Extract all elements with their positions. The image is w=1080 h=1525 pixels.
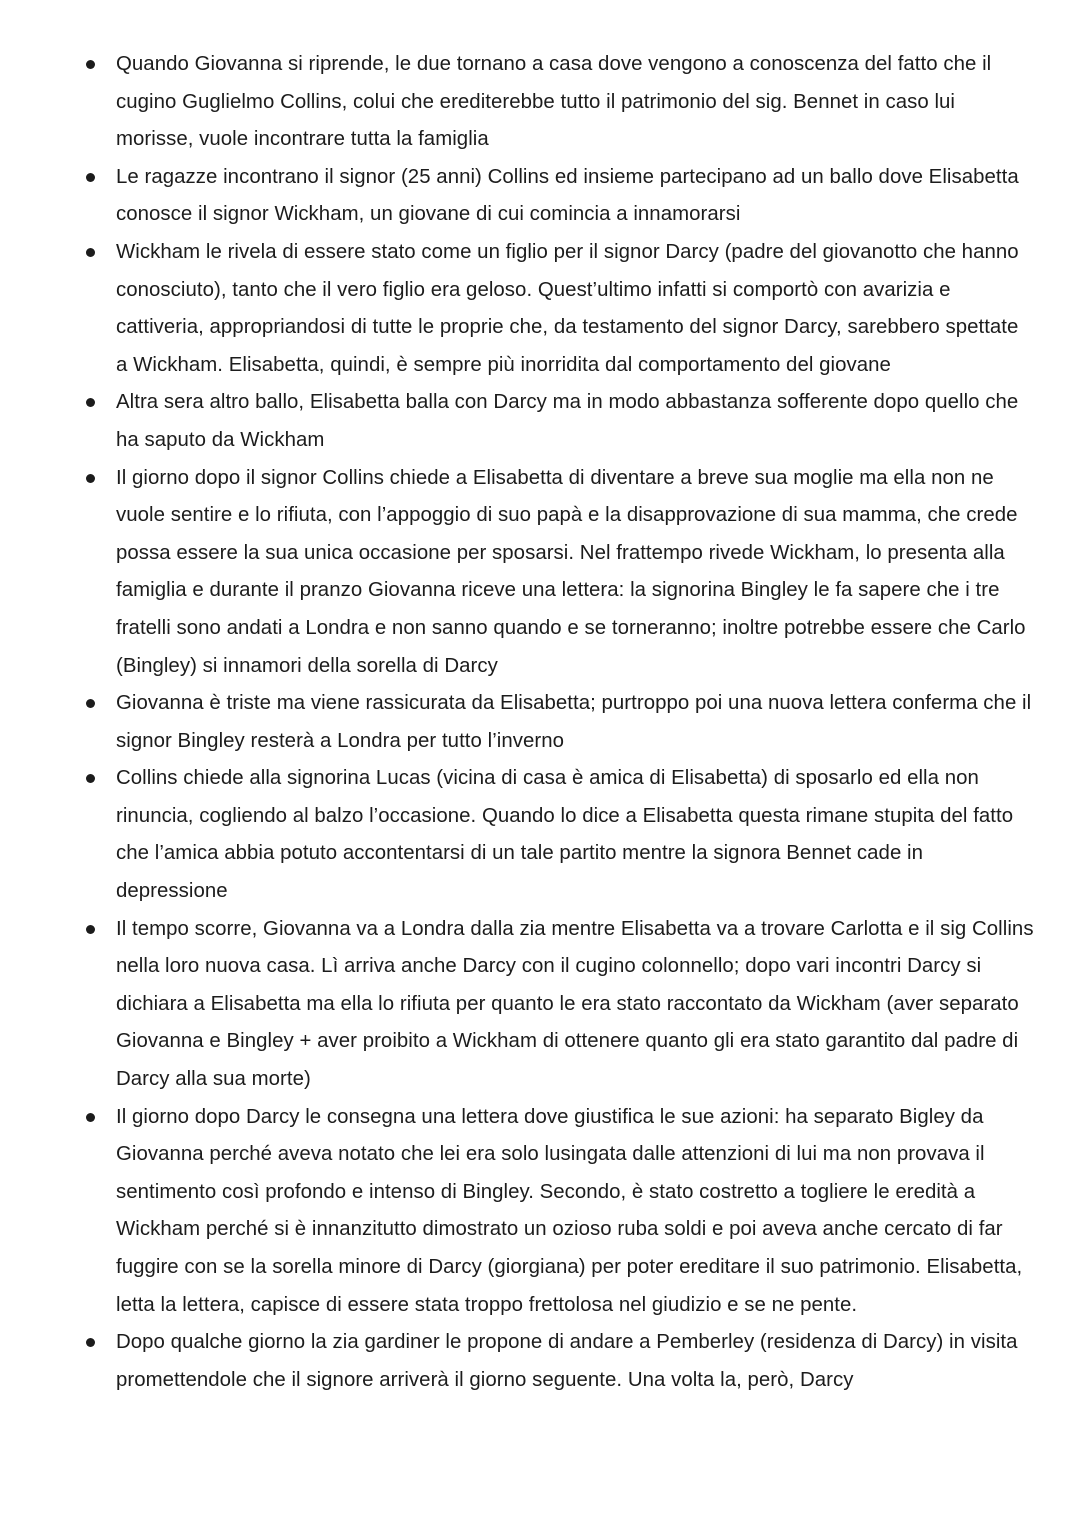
list-item — [0, 159, 1080, 234]
list-item — [0, 234, 1080, 384]
bullet-icon — [86, 248, 95, 257]
list-item-text: Giovanna è triste ma viene rassicurata da Elisabetta; purtroppo poi una nuova lettera conferma che il signor Bingley resterà a Londra per tutto l’inverno — [116, 692, 1032, 752]
list-item-text: Quando Giovanna si riprende, le due tornano a casa dove vengono a conoscenza del fatto che il cugino Guglielmo Collins, colui che erediterebbe tutto il patrimonio del sig. Bennet in caso lui morisse, vuole incontrare tutta la famiglia — [116, 53, 992, 151]
list-item — [0, 685, 1080, 760]
bullet-icon — [86, 925, 95, 934]
list-item-text: Il giorno dopo il signor Collins chiede a Elisabetta di diventare a breve sua moglie ma ella non ne vuole sentire e lo rifiuta, con l’appoggio di suo papà e la disapprovazione di sua mamma, che crede possa essere la sua unica occasione per sposarsi. Nel frattempo rivede Wickham, lo presenta alla famiglia e durante il pranzo Giovanna riceve una lettera: la signorina Bingley le fa sapere che i tre fratelli sono andati a Londra e non sanno quando e se torneranno; inoltre potrebbe essere che Carlo (Bingley) si innamori della sorella di Darcy — [116, 466, 1026, 677]
list-item-text: Altra sera altro ballo, Elisabetta balla con Darcy ma in modo abbastanza sofferente dopo quello che ha saputo da Wickham — [116, 391, 1019, 451]
bullet-icon — [86, 774, 95, 783]
bullet-icon — [86, 173, 95, 182]
list-item-text: Wickham le rivela di essere stato come un figlio per il signor Darcy (padre del giovanotto che hanno conosciuto), tanto che il vero figlio era geloso. Quest’ultimo infatti si comportò con avarizia e cattiveria, appropriandosi di tutte le proprie che, da testamento del signor Darcy, sarebbero spettate a Wickham. Elisabetta, quindi, è sempre più inorridita dal comportamento del giovane — [116, 240, 1019, 376]
list-item-text: Le ragazze incontrano il signor (25 anni) Collins ed insieme partecipano ad un ballo dove Elisabetta conosce il signor Wickham, un giovane di cui comincia a innamorarsi — [116, 165, 1019, 226]
list-item — [0, 460, 1080, 686]
bullet-icon — [86, 1113, 95, 1122]
list-item — [0, 760, 1080, 910]
bullet-icon — [86, 474, 95, 483]
list-item-text: Il giorno dopo Darcy le consegna una lettera dove giustifica le sue azioni: ha separato Bigley da Giovanna perché aveva notato che lei era solo lusingata dalle attenzioni di lui ma non provava il sentimento così profondo e intenso di Bingley. Secondo, è stato costretto a togliere le eredità a Wickham perché si è innanzitutto dimostrato un ozioso ruba soldi e poi aveva anche cercato di far fuggire con se la sorella minore di Darcy (giorgiana) per poter ereditare il suo patrimonio. Elisabetta, letta la lettera, capisce di essere stata troppo frettolosa nel giudizio e se ne pente. — [116, 1105, 1023, 1316]
list-item — [0, 384, 1080, 459]
list-item-text: Collins chiede alla signorina Lucas (vicina di casa è amica di Elisabetta) di sposarlo ed ella non rinuncia, cogliendo al balzo l’occasione. Quando lo dice a Elisabetta questa rimane stupita del fatto che l’amica abbia potuto accontentarsi di un tale partito mentre la signora Bennet cade in depressione — [116, 767, 1014, 903]
list-item — [0, 46, 1080, 159]
list-item — [0, 911, 1080, 1099]
bullet-icon — [86, 699, 95, 708]
list-item — [0, 1099, 1080, 1325]
bullet-list — [0, 46, 1080, 1399]
list-item — [0, 1324, 1080, 1399]
bullet-icon — [86, 60, 95, 69]
bullet-icon — [86, 1338, 95, 1347]
bullet-icon — [86, 398, 95, 407]
list-item-text: Il tempo scorre, Giovanna va a Londra dalla zia mentre Elisabetta va a trovare Carlotta e il sig Collins nella loro nuova casa. Lì arriva anche Darcy con il cugino colonnello; dopo vari incontri Darcy si dichiara a Elisabetta ma ella lo rifiuta per quanto le era stato raccontato da Wickham (aver separato Giovanna e Bingley + aver proibito a Wickham di ottenere quanto gli era stato garantito dal padre di Darcy alla sua morte) — [116, 917, 1034, 1091]
list-item-text: Dopo qualche giorno la zia gardiner le propone di andare a Pemberley (residenza di Darcy) in visita promettendole che il signore arriverà il giorno seguente. Una volta la, però, Darcy — [116, 1331, 1018, 1391]
